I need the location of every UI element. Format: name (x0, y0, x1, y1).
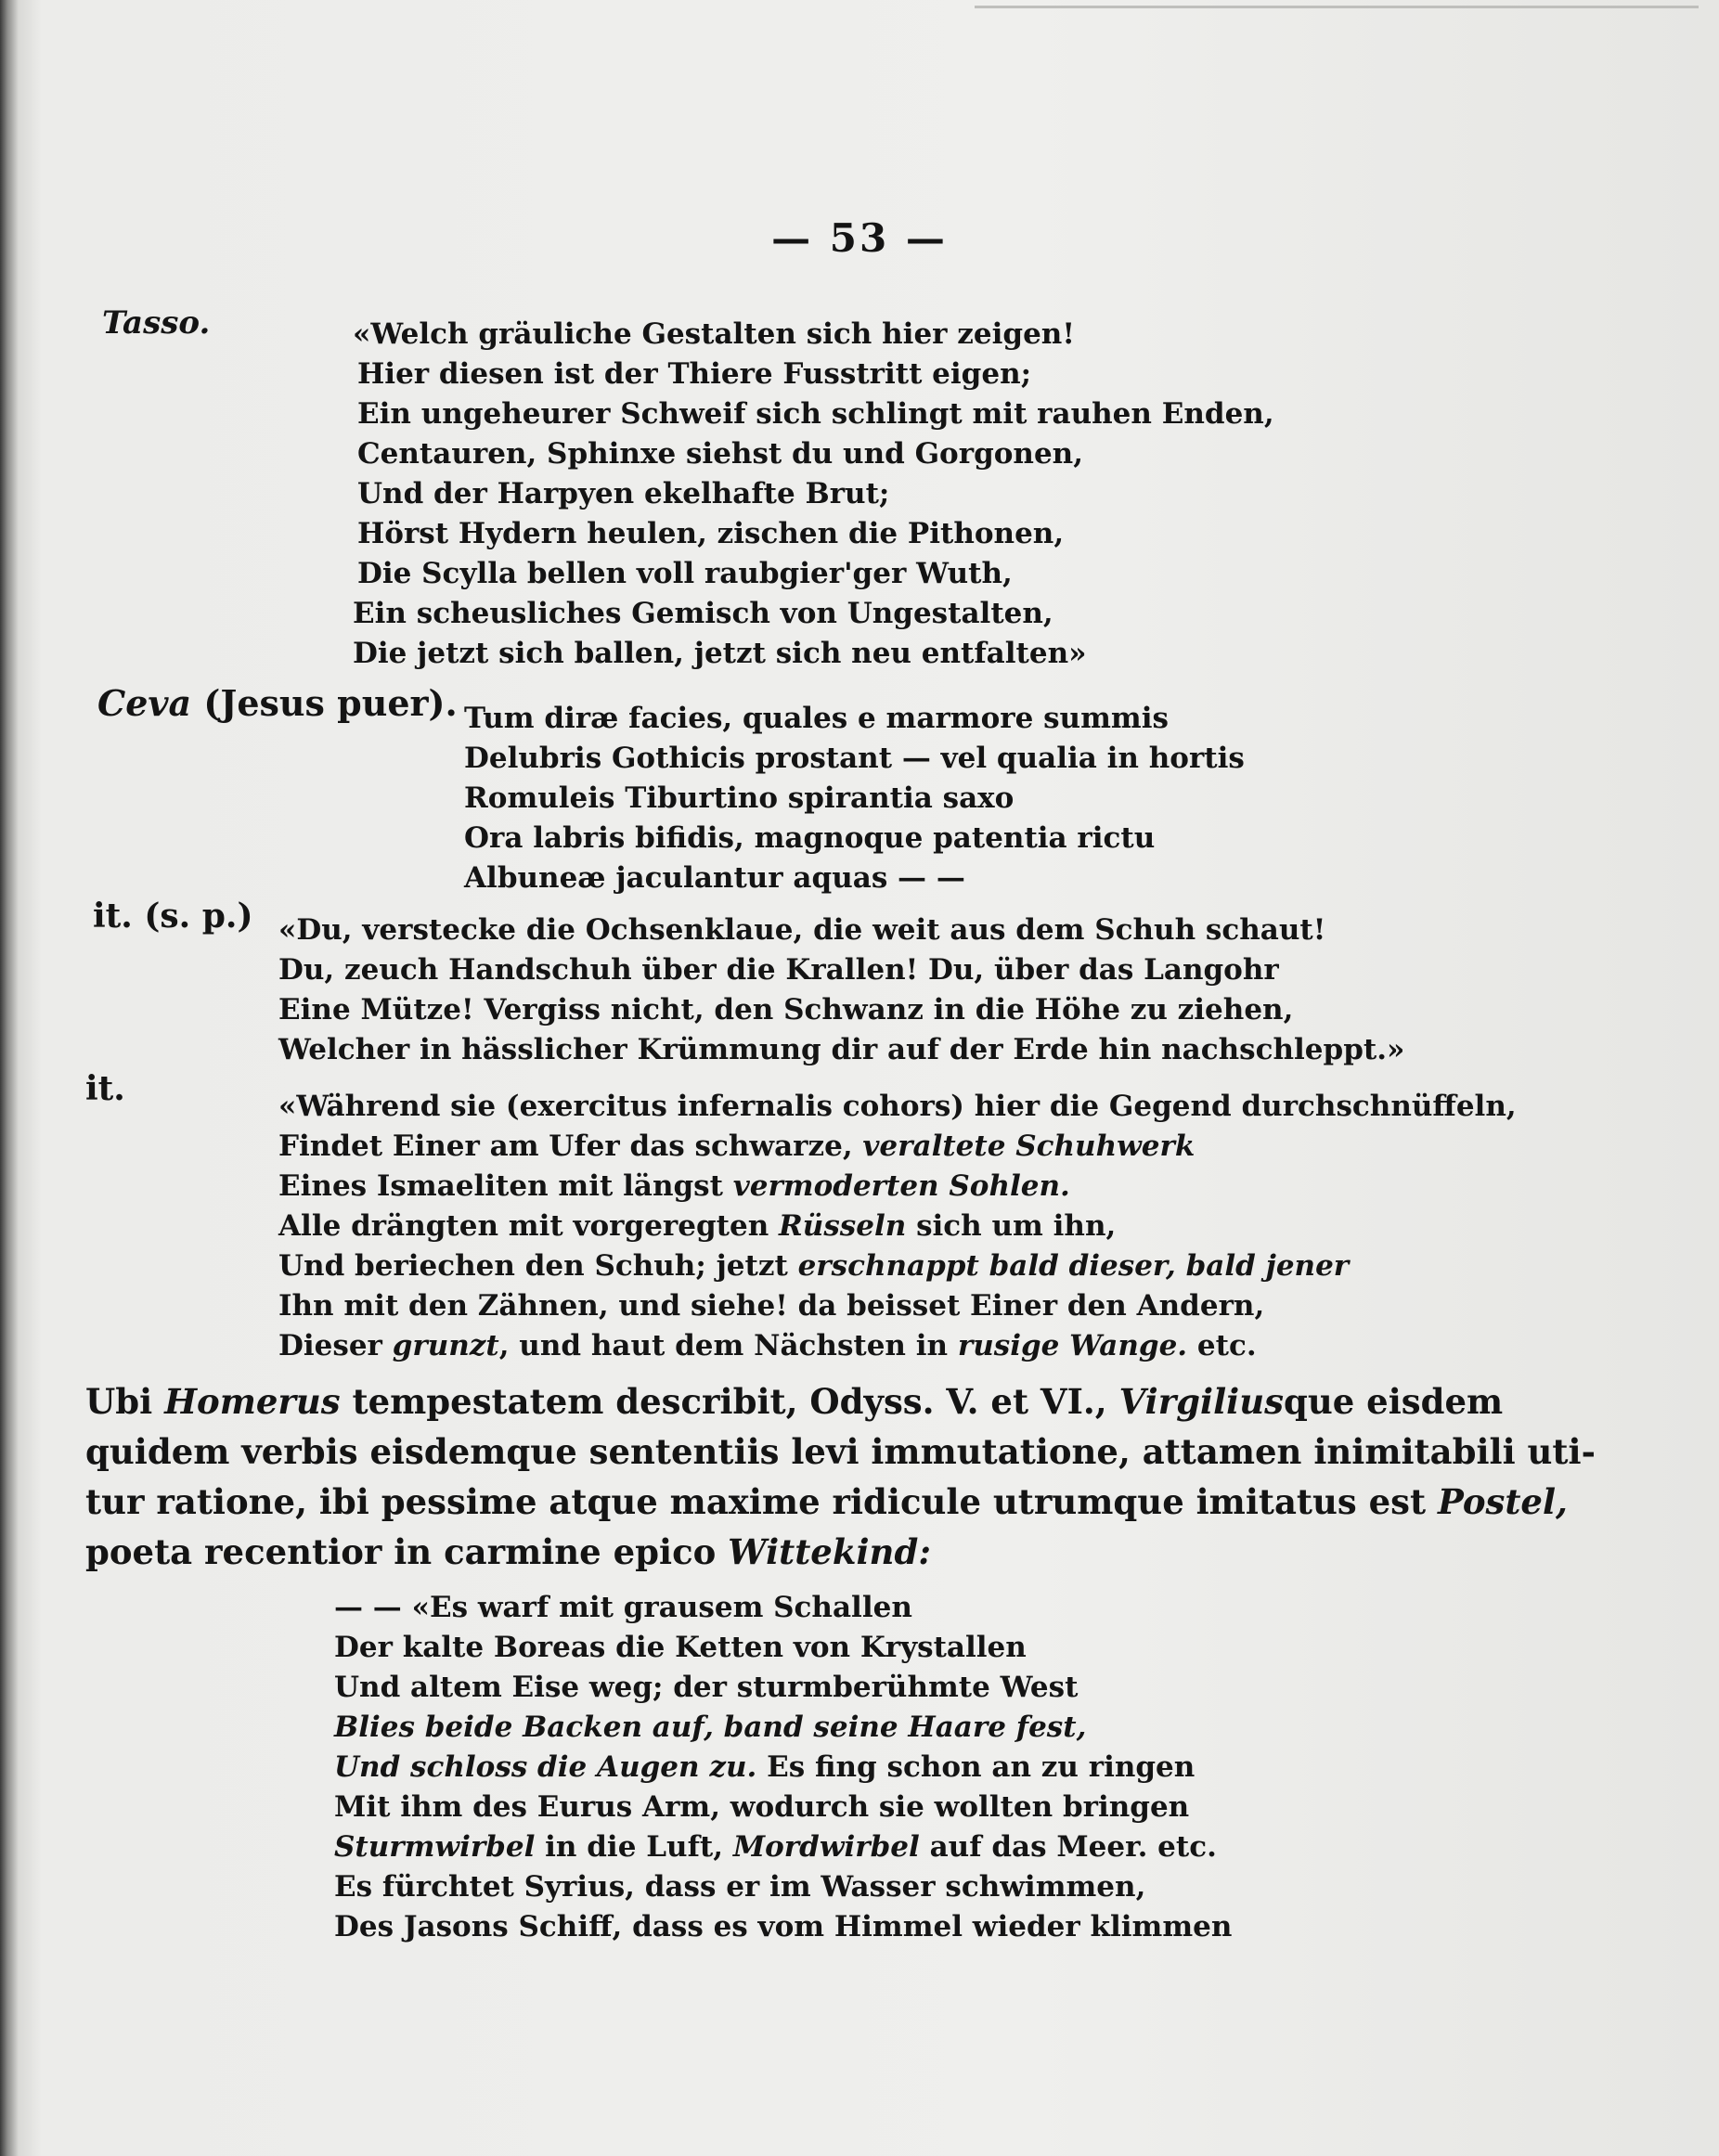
verse-line: Mit ihm des Eurus Arm, wodurch sie wollten bringen (334, 1790, 1190, 1824)
verse-line: «Welch gräuliche Gestalten sich hier zeigen! (353, 317, 1075, 351)
verse-line: Albuneæ jaculantur aquas — — (464, 861, 965, 895)
prose-text: que eisdem (1283, 1381, 1504, 1422)
verse-text: Und beriechen den Schuh; jetzt (278, 1249, 798, 1283)
ceva-label (97, 682, 458, 724)
verse-line: Ihn mit den Zähnen, und siehe! da beisset Einer den Andern, (278, 1289, 1265, 1323)
verse-line (278, 1128, 1195, 1165)
verse-emphasis: grunzt (392, 1329, 499, 1362)
ceva-name: Ceva (97, 682, 192, 724)
verse-line (278, 1247, 1349, 1285)
verse-line: — — «Es warf mit grausem Schallen (334, 1591, 912, 1624)
prose-name: Homerus (164, 1381, 341, 1422)
verse-emphasis: Sturmwirbel (334, 1830, 536, 1864)
prose-line: quidem verbis eisdemque sententiis levi immutatione, attamen inimitabili uti- (85, 1431, 1596, 1472)
verse-text: , und haut dem Nächsten in (498, 1329, 958, 1362)
page-number: — 53 — (771, 215, 948, 261)
verse-line: Ein ungeheurer Schweif sich schlingt mit rauhen Enden, (357, 397, 1274, 431)
it-label: it. (85, 1069, 125, 1108)
verse-emphasis: Rüsseln (779, 1209, 907, 1243)
verse-line: Hörst Hydern heulen, zischen die Pithonen, (357, 517, 1065, 550)
verse-line (278, 1207, 1116, 1245)
verse-line: «Du, verstecke die Ochsenklaue, die weit aus dem Schuh schaut! (278, 913, 1326, 947)
verse-line: Centauren, Sphinxe siehst du und Gorgonen, (357, 437, 1084, 471)
verse-line: Und altem Eise weg; der sturmberühmte West (334, 1671, 1079, 1704)
verse-text: Alle drängten mit vorgeregten (278, 1209, 780, 1243)
prose-name: Postel, (1437, 1481, 1568, 1522)
verse-text: Dieser (278, 1329, 393, 1362)
verse-text: Eines Ismaeliten mit längst (278, 1169, 733, 1203)
verse-line (278, 1168, 1070, 1205)
verse-line: «Während sie (exercitus infernalis cohors) hier die Gegend durchschnüffeln, (278, 1090, 1517, 1123)
itsp-label: it. (s. p.) (93, 897, 253, 936)
verse-line: Tum diræ facies, quales e marmore summis (464, 702, 1169, 735)
verse-emphasis: Mordwirbel (732, 1830, 920, 1864)
tasso-label: Tasso. (102, 304, 211, 342)
prose-name: Virgilius (1118, 1381, 1284, 1422)
verse-line: Delubris Gothicis prostant — vel qualia in hortis (464, 742, 1245, 775)
verse-text: auf das Meer. etc. (919, 1830, 1217, 1864)
verse-line: Du, zeuch Handschuh über die Krallen! Du, über das Langohr (278, 953, 1279, 987)
verse-text: sich um ihn, (906, 1209, 1117, 1243)
prose-text: tempestatem describit, Odyss. V. et VI., (340, 1381, 1119, 1422)
verse-line: Welcher in hässlicher Krümmung dir auf der Erde hin nachschleppt.» (278, 1033, 1405, 1066)
verse-emphasis: vermoderten Sohlen. (732, 1169, 1070, 1203)
verse-line: Die Scylla bellen voll raubgier'ger Wuth, (357, 557, 1013, 590)
verse-line: Ein scheusliches Gemisch von Ungestalten, (353, 597, 1053, 630)
verse-line: Romuleis Tiburtino spirantia saxo (464, 781, 1015, 815)
verse-line: Hier diesen ist der Thiere Fusstritt eigen; (357, 357, 1032, 391)
verse-line: Es fürchtet Syrius, dass er im Wasser schwimmen, (334, 1870, 1146, 1904)
verse-text: Es fing schon an zu ringen (756, 1750, 1196, 1784)
prose-line (85, 1380, 1503, 1423)
verse-line: Des Jasons Schiff, dass es vom Himmel wieder klimmen (334, 1910, 1233, 1943)
top-edge-rule (975, 6, 1699, 8)
verse-line: Eine Mütze! Vergiss nicht, den Schwanz in die Höhe zu ziehen, (278, 993, 1294, 1026)
prose-name: Wittekind: (728, 1531, 931, 1572)
prose-text: tur ratione, ibi pessime atque maxime ridicule utrumque imitatus est (85, 1481, 1438, 1522)
verse-line: Und der Harpyen ekelhafte Brut; (357, 477, 890, 510)
verse-text: in die Luft, (535, 1830, 733, 1864)
verse-emphasis: erschnappt bald dieser, bald jener (797, 1249, 1350, 1283)
verse-text: Findet Einer am Ufer das schwarze, (278, 1130, 863, 1163)
verse-emphasis: Und schloss die Augen zu. (334, 1750, 757, 1784)
verse-line: Ora labris bifidis, magnoque patentia rictu (464, 821, 1156, 855)
prose-line (85, 1480, 1568, 1523)
verse-emphasis: rusige Wange. (957, 1329, 1188, 1362)
verse-line (334, 1709, 1086, 1746)
verse-line: Der kalte Boreas die Ketten von Krystallen (334, 1631, 1027, 1664)
verse-emphasis: veraltete Schuhwerk (862, 1130, 1196, 1163)
verse-line: Die jetzt sich ballen, jetzt sich neu entfalten» (353, 637, 1087, 670)
verse-emphasis: Blies beide Backen auf, band seine Haare fest, (334, 1711, 1087, 1744)
verse-line (334, 1749, 1195, 1786)
prose-text: poeta recentior in carmine epico (85, 1531, 729, 1572)
prose-text: Ubi (85, 1381, 165, 1422)
verse-text: etc. (1187, 1329, 1257, 1362)
verse-line (278, 1327, 1257, 1364)
ceva-work: (Jesus puer). (191, 682, 458, 724)
prose-line (85, 1530, 931, 1573)
verse-line (334, 1828, 1217, 1866)
